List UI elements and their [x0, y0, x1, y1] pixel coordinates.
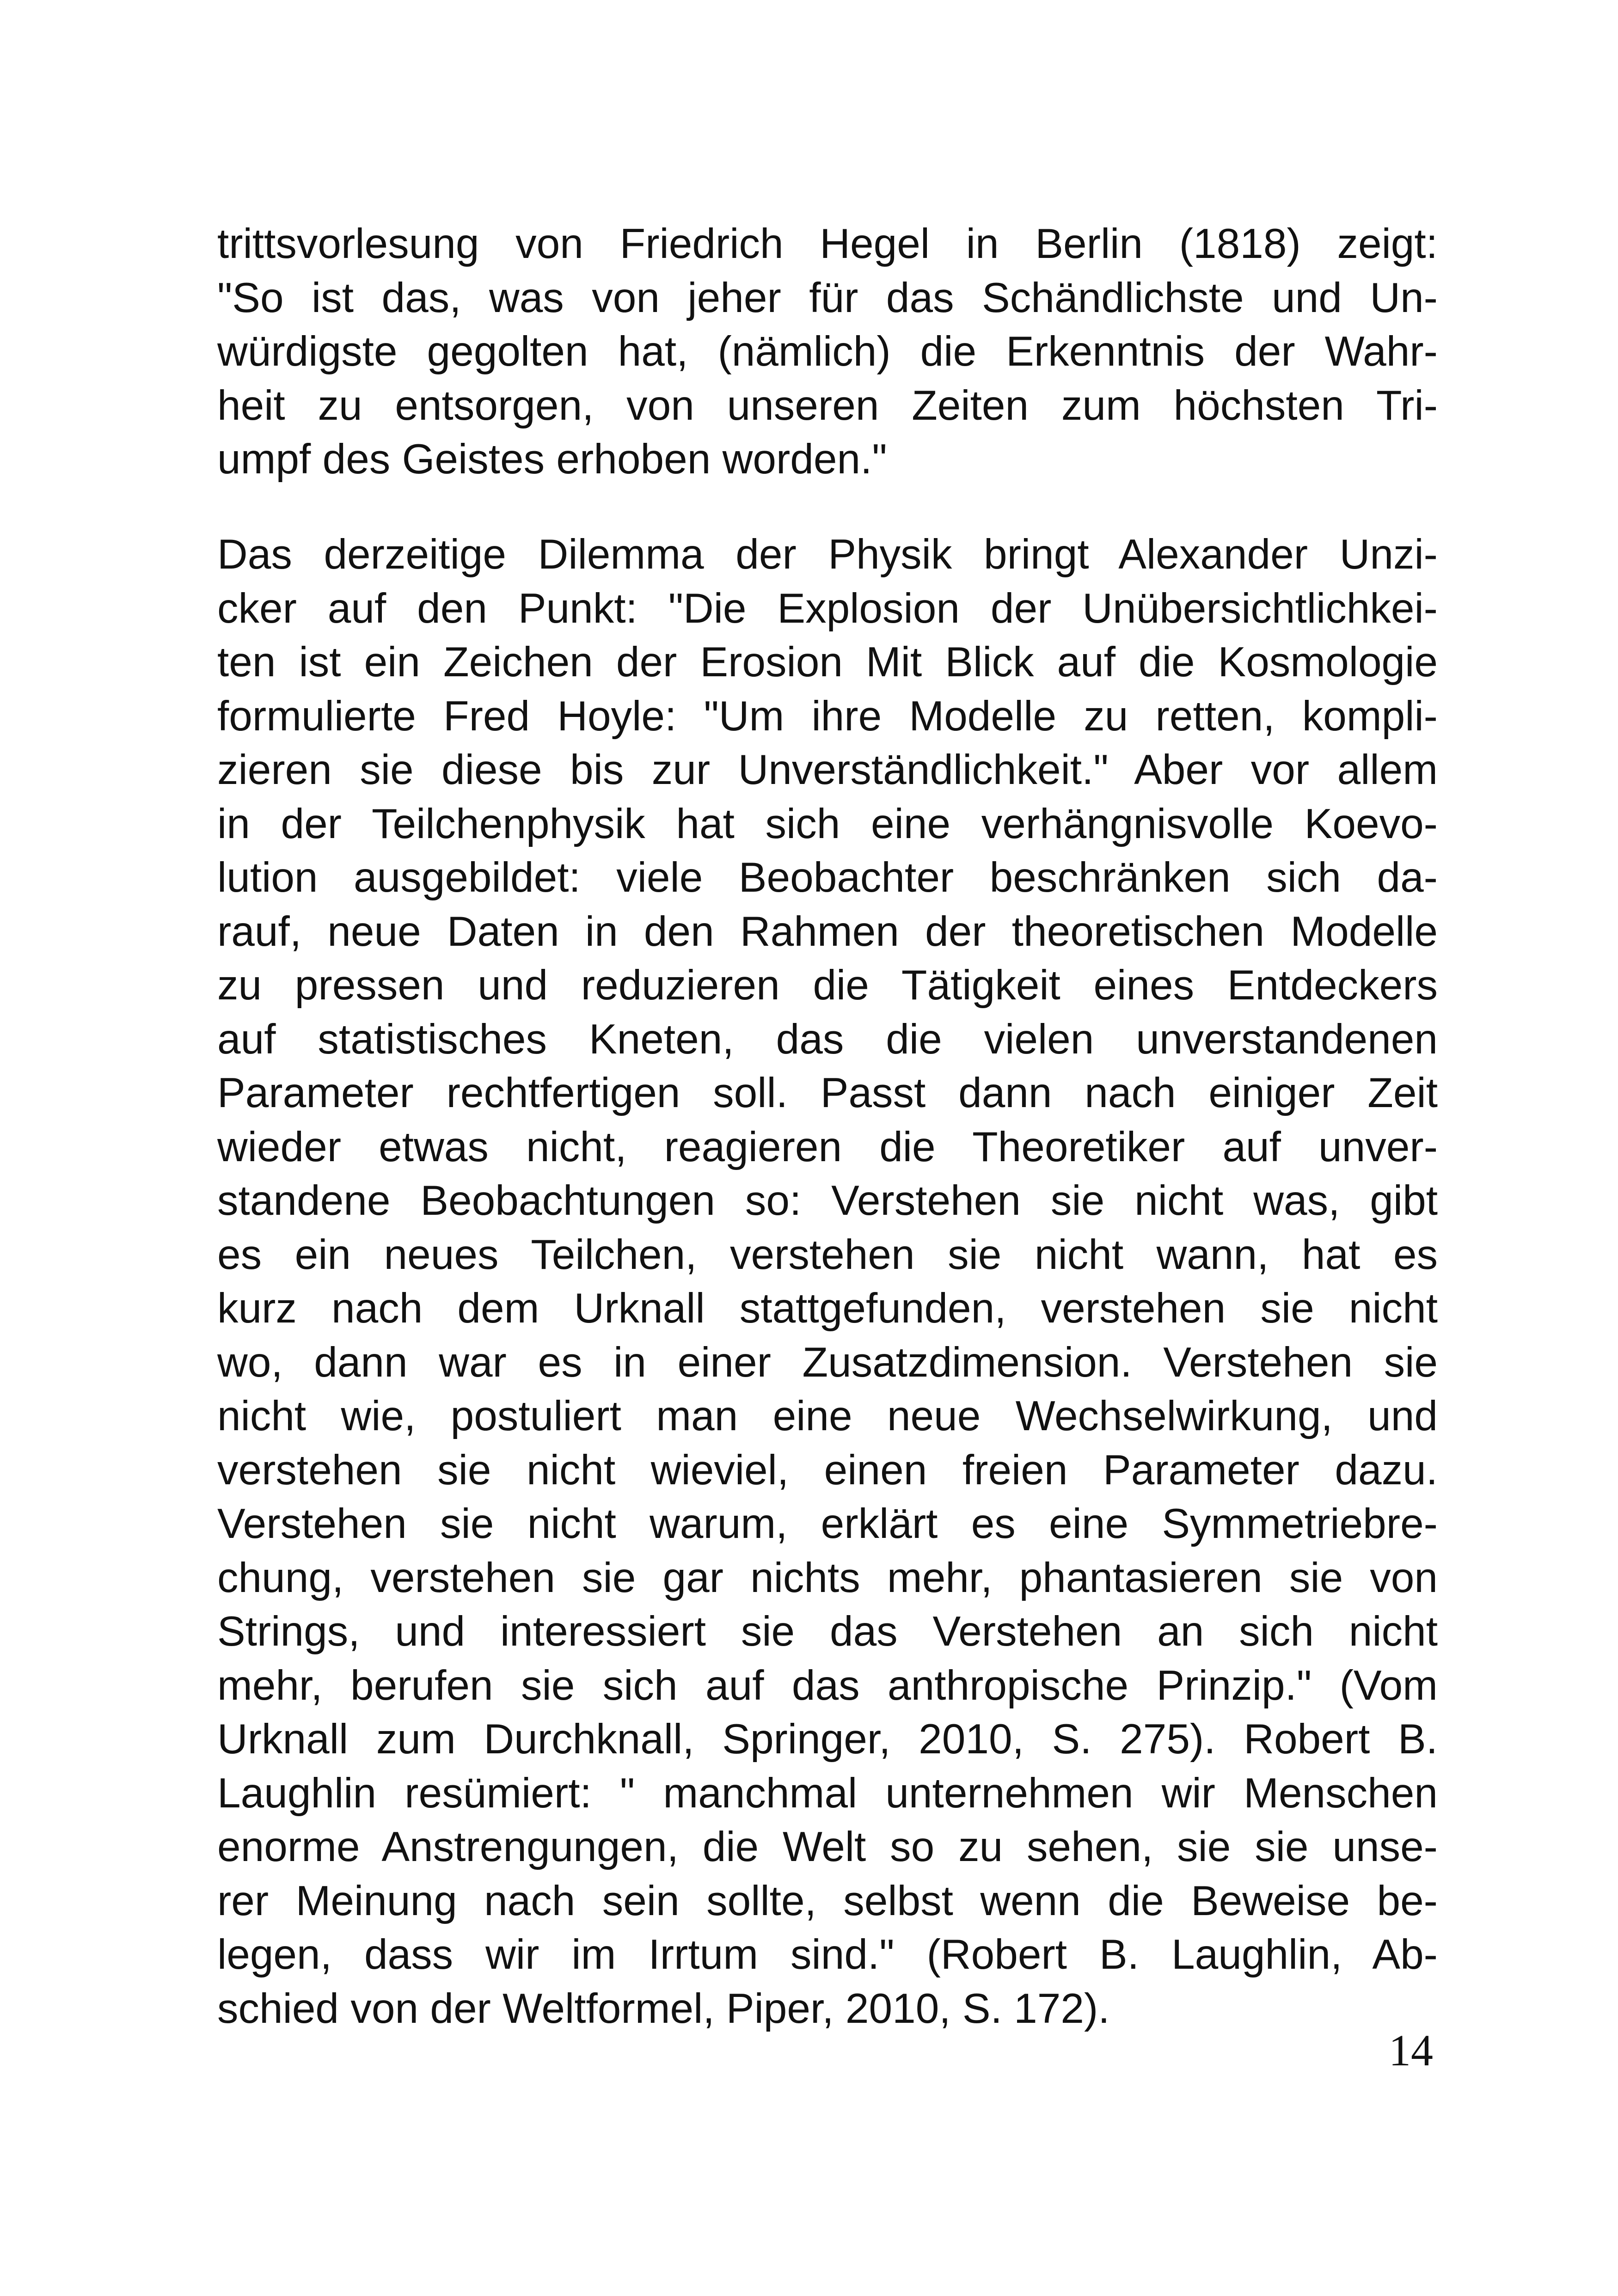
text-line: heit zu entsorgen, von unseren Zeiten zum höchsten Tri- — [217, 382, 1438, 429]
text-line: rauf, neue Daten in den Rahmen der theoretischen Modelle — [217, 908, 1438, 955]
text-line: enorme Anstrengungen, die Welt so zu sehen, sie sie unse- — [217, 1824, 1438, 1870]
paragraph-hegel-quote — [217, 217, 1438, 487]
text-line: chung, verstehen sie gar nichts mehr, phantasieren sie von — [217, 1554, 1438, 1601]
text-line: Laughlin resümiert: " manchmal unternehmen wir Menschen — [217, 1769, 1438, 1817]
text-line: rer Meinung nach sein sollte, selbst wenn die Beweise be- — [217, 1877, 1438, 1924]
text-line: in der Teilchenphysik hat sich eine verhängnisvolle Koevo- — [217, 800, 1438, 847]
text-line: Urknall zum Durchknall, Springer, 2010, S. 275). Robert B. — [217, 1716, 1438, 1763]
text-line: zu pressen und reduzieren die Tätigkeit eines Entdeckers — [217, 962, 1438, 1009]
text-line: formulierte Fred Hoyle: "Um ihre Modelle zu retten, kompli- — [217, 692, 1438, 740]
text-line: legen, dass wir im Irrtum sind." (Robert B. Laughlin, Ab- — [217, 1931, 1438, 1978]
text-line: standene Beobachtungen so: Verstehen sie nicht was, gibt — [217, 1177, 1438, 1224]
text-line: "So ist das, was von jeher für das Schändlichste und Un- — [217, 274, 1438, 321]
text-line: Parameter rechtfertigen soll. Passt dann nach einiger Zeit — [217, 1070, 1438, 1116]
text-line: kurz nach dem Urknall stattgefunden, verstehen sie nicht — [217, 1285, 1438, 1332]
text-line: Strings, und interessiert sie das Verstehen an sich nicht — [217, 1608, 1438, 1655]
text-line: wo, dann war es in einer Zusatzdimension. Verstehen sie — [217, 1339, 1438, 1386]
text-line: lution ausgebildet: viele Beobachter beschränken sich da- — [217, 854, 1438, 901]
text-line: umpf des Geistes erhoben worden." — [217, 436, 887, 483]
text-line: auf statistisches Kneten, das die vielen unverstandenen — [217, 1016, 1438, 1063]
text-line: schied von der Weltformel, Piper, 2010, S. 172). — [217, 1985, 1110, 2032]
text-line: mehr, berufen sie sich auf das anthropische Prinzip." (Vom — [217, 1662, 1438, 1709]
text-line: zieren sie diese bis zur Unverständlichkeit." Aber vor allem — [217, 747, 1438, 793]
text-line: würdigste gegolten hat, (nämlich) die Erkenntnis der Wahr- — [217, 328, 1438, 375]
text-line: wieder etwas nicht, reagieren die Theoretiker auf unver- — [217, 1123, 1438, 1170]
text-line: es ein neues Teilchen, verstehen sie nicht wann, hat es — [217, 1231, 1438, 1278]
text-line: verstehen sie nicht wieviel, einen freien Parameter dazu. — [217, 1446, 1438, 1494]
page-number: 14 — [1389, 2026, 1433, 2075]
text-line: trittsvorlesung von Friedrich Hegel in Berlin (1818) zeigt: — [217, 220, 1438, 267]
text-line: nicht wie, postuliert man eine neue Wechselwirkung, und — [217, 1393, 1438, 1439]
paragraph-physics-dilemma — [217, 528, 1438, 2036]
text-line: Verstehen sie nicht warum, erklärt es eine Symmetriebre- — [217, 1500, 1438, 1547]
text-line: Das derzeitige Dilemma der Physik bringt Alexander Unzi- — [217, 531, 1438, 578]
text-line: ten ist ein Zeichen der Erosion Mit Blick auf die Kosmologie — [217, 639, 1438, 686]
text-line: cker auf den Punkt: "Die Explosion der Unübersichtlichkei- — [217, 585, 1438, 632]
